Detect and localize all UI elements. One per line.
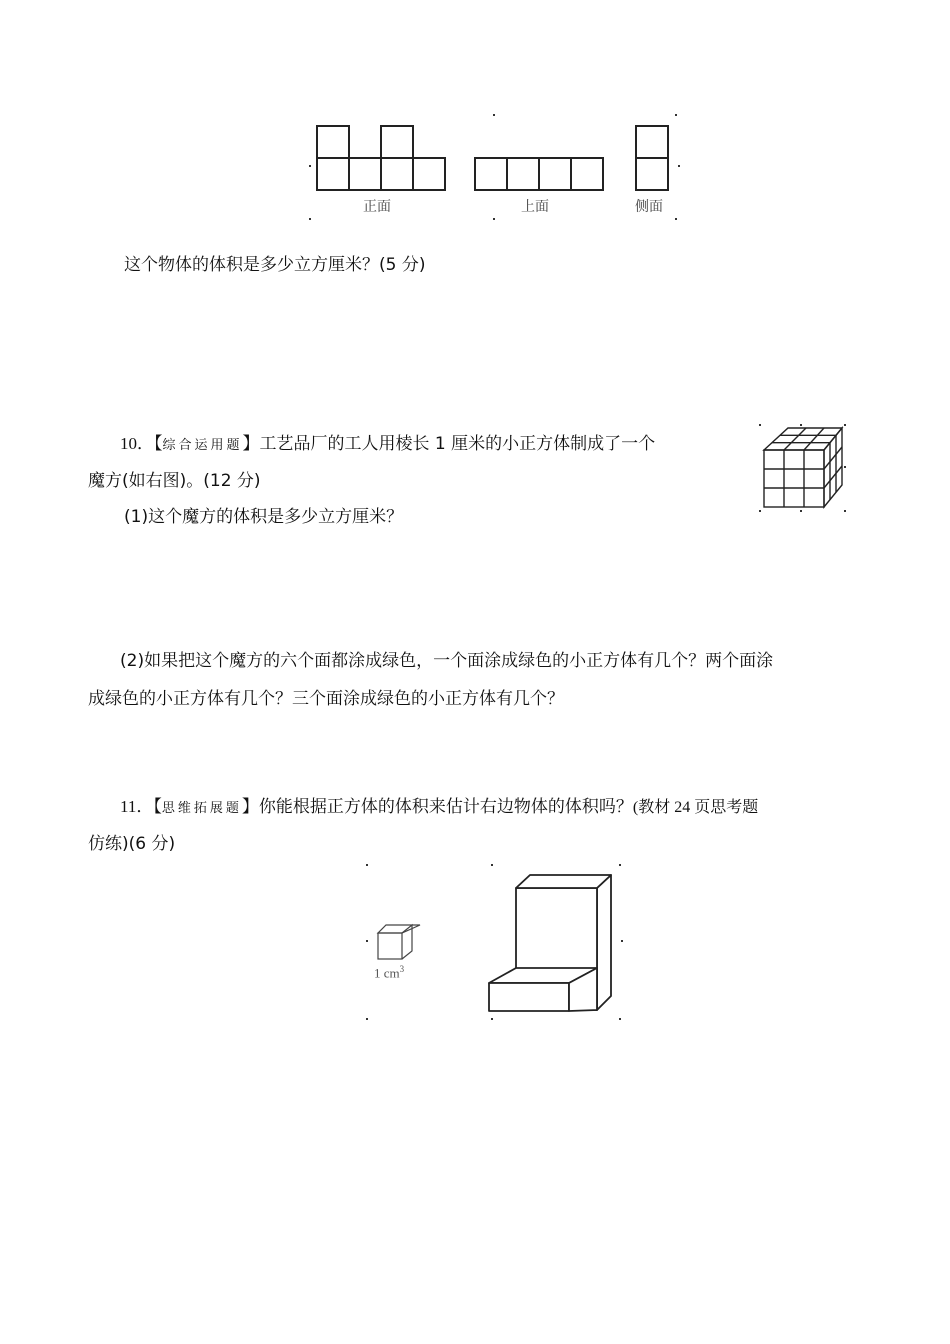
unit-cube-label [374, 964, 404, 981]
q11-text-line1: 你能根据正方体的体积来估计右边物体的体积吗？ [258, 797, 633, 817]
q10-number: 10． [120, 434, 154, 453]
q10-text-line1: 工艺品厂的工人用棱长 1 厘米的小正方体制成了一个 [259, 434, 656, 454]
q10-part1: (1)这个魔方的体积是多少立方厘米？ [124, 507, 404, 527]
front-view-label: 正面 [363, 199, 391, 215]
top-view [475, 158, 603, 190]
unit-superscript: 3 [399, 964, 405, 974]
q10-tag-open: 【 [154, 434, 163, 454]
q11-number: 11． [120, 797, 154, 816]
unit-cube-figure [362, 860, 432, 1025]
front-view [317, 126, 445, 190]
q11-tag-open: 【 [153, 797, 162, 817]
top-view-label: 上面 [521, 199, 549, 215]
q9-volume-question: 这个物体的体积是多少立方厘米？(5 分) [124, 255, 426, 275]
q11-tag: 思维拓展题 [161, 801, 242, 816]
q10-tag-close: 】 [242, 434, 260, 454]
side-view [636, 126, 668, 190]
q10-part2-line1: (2)如果把这个魔方的六个面都涂成绿色，一个面涂成绿色的小正方体有几个？两个面涂 [120, 651, 774, 671]
q10-line1 [120, 433, 655, 457]
side-view-label: 侧面 [635, 199, 663, 215]
q11-line2: 仿练)(6 分) [88, 834, 176, 854]
q10-line2: 魔方(如右图)。(12 分) [88, 471, 261, 491]
q10-part2-line2: 成绿色的小正方体有几个？三个面涂成绿色的小正方体有几个？ [88, 689, 564, 709]
q11-tag-close: 】 [241, 797, 259, 817]
q11-source: (教材 24 页思考题 [632, 799, 759, 816]
unit-label: 1 cm [374, 965, 400, 981]
q10-tag: 综合运用题 [162, 438, 243, 453]
q11-line1 [120, 796, 758, 820]
l-shaped-object [485, 860, 630, 1025]
rubik-cube-figure [756, 420, 851, 515]
